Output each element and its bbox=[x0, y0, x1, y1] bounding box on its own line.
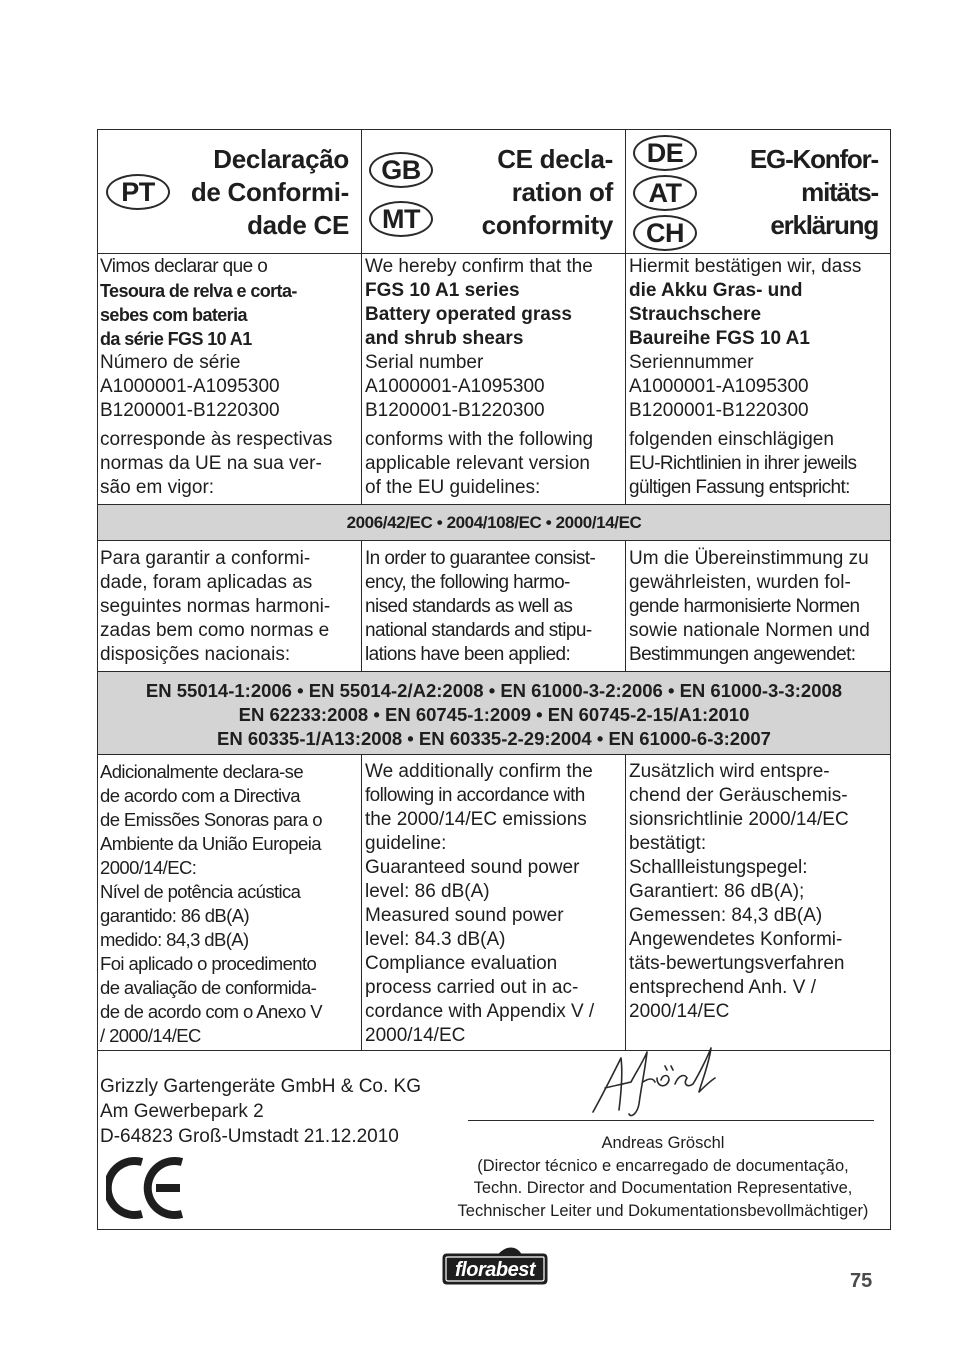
divider bbox=[98, 754, 890, 755]
harmonised-gb: In order to guarantee consist- ency, the following harmo- nised standards as well as national standards and stipu- lations have been applied: bbox=[365, 548, 596, 665]
intro-de: Hiermit bestätigen wir, dass die Akku Gras- und Strauchschere Baureihe FGS 10 A1 Seriennummer A1000001-A1095300 B1200001-B1220300 folgenden einschlägigen EU-Richtlinien in ihrer jeweils gültigen Fassung entspricht: bbox=[629, 256, 862, 498]
column-divider bbox=[361, 130, 362, 505]
company-address: Grizzly Gartengeräte GmbH & Co. KG Am Gewerbepark 2 D-64823 Groß-Umstadt 21.12.2010 bbox=[100, 1076, 421, 1147]
country-badge-de: DE bbox=[633, 135, 697, 171]
emissions-gb: We additionally confirm the following in accordance with the 2000/14/EC emissions guideline: Guaranteed sound power level: 86 dB(A) Measured sound power level: 84.3 dB(A) Compliance evaluation process carried out in ac- cordance with Appendix V / 2000/14/EC bbox=[365, 761, 595, 1046]
harmonised-de: Um die Übereinstimmung zu gewährleisten, wurden fol- gende harmonisierte Normen sowie nationale Normen und Bestimmungen angewendet: bbox=[629, 548, 870, 665]
column-divider bbox=[625, 130, 626, 505]
svg-text:florabest: florabest bbox=[455, 1259, 535, 1281]
divider bbox=[98, 1050, 890, 1051]
divider bbox=[98, 253, 890, 254]
intro-gb: We hereby confirm that the FGS 10 A1 series Battery operated grass and shrub shears Serial number A1000001-A1095300 B1200001-B1220300 conforms with the following applicable relevant version of the EU guidelines: bbox=[365, 256, 594, 498]
column-divider bbox=[361, 541, 362, 672]
header-title-pt: Declaração de Conformi- dade CE bbox=[190, 144, 349, 240]
harmonised-pt: Para garantir a conformi- dade, foram aplicadas as seguintes normas harmoni- zadas bem como normas e disposições nacionais: bbox=[100, 548, 331, 665]
column-divider bbox=[625, 541, 626, 672]
header-title-de: EG-Konfor- mitäts- erklärung bbox=[749, 144, 878, 240]
signature-icon bbox=[583, 1044, 743, 1122]
signer-name: Andreas Gröschl bbox=[601, 1134, 725, 1152]
florabest-logo bbox=[439, 1246, 551, 1288]
signature-line bbox=[468, 1120, 874, 1121]
page-number: 75 bbox=[850, 1270, 873, 1292]
standards-line: EN 62233:2008 • EN 60745-1:2009 • EN 60745-2-15/A1:2010 bbox=[238, 704, 750, 725]
standards-line: EN 60335-1/A13:2008 • EN 60335-2-29:2004 • EN 61000-6-3:2007 bbox=[217, 728, 771, 749]
standards-line: EN 55014-1:2006 • EN 55014-2/A2:2008 • EN 61000-3-2:2006 • EN 61000-3-3:2008 bbox=[145, 680, 843, 701]
directives-text: 2006/42/EC • 2004/108/EC • 2000/14/EC bbox=[346, 513, 642, 532]
divider bbox=[98, 540, 890, 541]
column-divider bbox=[625, 755, 626, 1051]
country-badge-gb: GB bbox=[369, 152, 433, 188]
intro-pt: Vimos declarar que o Tesoura de relva e corta- sebes com bateria da série FGS 10 A1 Número de série A1000001-A1095300 B1200001-B1220300 corresponde às respectivas normas da UE na sua ver- são em vigor: bbox=[100, 256, 333, 498]
header-title-gb: CE decla- ration of conformity bbox=[481, 144, 613, 240]
country-badge-pt: PT bbox=[106, 174, 170, 210]
ce-mark-icon bbox=[106, 1156, 188, 1220]
directives-band bbox=[98, 505, 890, 540]
standards-band bbox=[98, 672, 890, 754]
emissions-pt: Adicionalmente declara-se de acordo com a Directiva de Emissões Sonoras para o Ambiente da União Europeia 2000/14/EC: Nível de potência acústica garantido: 86 dB(A) medido: 84,3 dB(A) Foi aplicado o procedimento de avaliação de conformida- de de acordo com o Anexo V / 2000/14/EC bbox=[100, 761, 322, 1046]
emissions-de: Zusätzlich wird entspre- chend der Geräuschemis- sionsrichtlinie 2000/14/EC bestätigt: Schallleistungspegel: Garantiert: 86 dB(A); Gemessen: 84,3 dB(A) Angewendetes Konformi- täts-bewertungsverfahren entsprechend Anh. V / 2000/14/EC bbox=[629, 761, 849, 1022]
country-badge-ch: CH bbox=[633, 215, 697, 251]
signatory: Andreas Gröschl (Director técnico e encarregado de documentação, Techn. Director and Documentation Representative, Technischer Leiter und Dokumentationsbevollmächtiger) bbox=[428, 1132, 898, 1222]
declaration-table bbox=[97, 129, 891, 1230]
signature-area bbox=[98, 1052, 890, 1229]
column-divider bbox=[361, 755, 362, 1051]
country-badge-mt: MT bbox=[369, 201, 433, 237]
country-badge-at: AT bbox=[633, 175, 697, 211]
